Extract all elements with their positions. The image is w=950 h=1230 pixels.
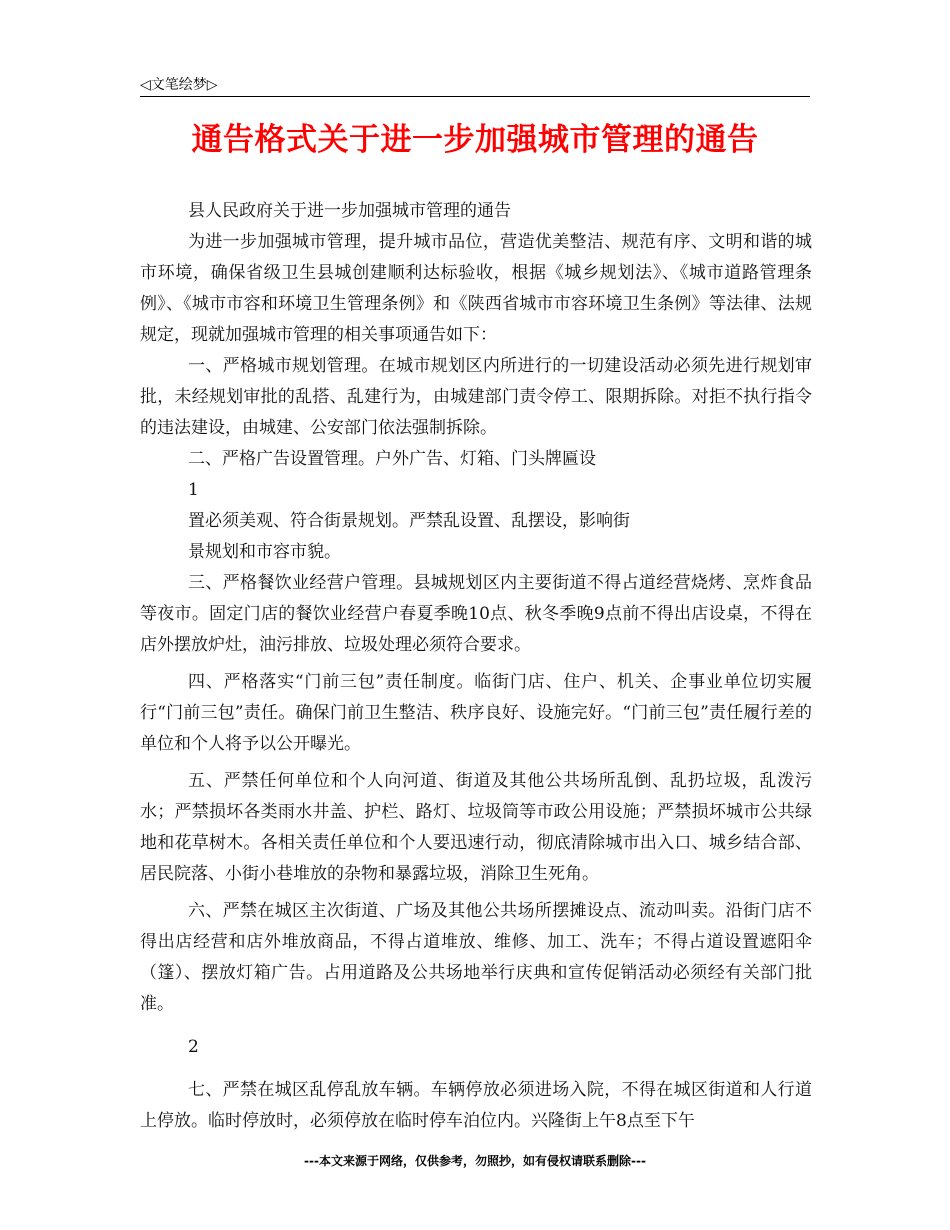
paragraph-item-7: 七、严禁在城区乱停乱放车辆。车辆停放必须进场入院，不得在城区街道和人行道上停放。临时停放时，必须停放在临时停车泊位内。兴隆街上午8点至下午 <box>140 1080 812 1131</box>
paragraph-intro: 为进一步加强城市管理，提升城市品位，营造优美整洁、规范有序、文明和谐的城市环境，确保省级卫生县城创建顺利达标验收，根据《城乡规划法》、《城市道路管理条例》、《城市市容和环境卫生管理条例》和《陕西省城市市容环境卫生条例》等法律、法规规定，现就加强城市管理的相关事项通告如下： <box>140 232 812 345</box>
brand-text: 文笔绘梦 <box>150 77 207 93</box>
document-body <box>140 196 812 1137</box>
left-triangle-icon: ◁ <box>140 77 151 93</box>
paragraph-subtitle: 县人民政府关于进一步加强城市管理的通告 <box>188 201 511 221</box>
paragraph-item-6: 六、严禁在城区主次街道、广场及其他公共场所摆摊设点、流动叫卖。沿街门店不得出店经营和店外堆放商品，不得占道堆放、维修、加工、洗车；不得占道设置遮阳伞（篷）、摆放灯箱广告。占用道路及公共场地举行庆典和宣传促销活动必须经有关部门批准。 <box>140 901 812 1014</box>
paragraph-item-5: 五、严禁任何单位和个人向河道、街道及其他公共场所乱倒、乱扔垃圾，乱泼污水；严禁损坏各类雨水井盖、护栏、路灯、垃圾筒等市政公用设施；严禁损坏城市公共绿地和花草树木。各相关责任单位和个人要迅速行动，彻底清除城市出入口、城乡结合部、居民院落、小街小巷堆放的杂物和暴露垃圾，消除卫生死角。 <box>140 771 812 884</box>
page-number-2: 2 <box>188 1037 199 1057</box>
footer-disclaimer: ---本文来源于网络，仅供参考，勿照抄，如有侵权请联系删除--- <box>304 1154 646 1168</box>
page-number-1: 1 <box>188 480 199 500</box>
paragraph-item-1: 一、严格城市规划管理。在城市规划区内所进行的一切建设活动必须先进行规划审批，未经规划审批的乱搭、乱建行为，由城建部门责令停工、限期拆除。对拒不执行指令的违法建设，由城建、公安部门依法强制拆除。 <box>140 356 812 438</box>
paragraph-item-2-end: 景规划和市容市貌。 <box>188 542 341 562</box>
page-header <box>140 72 810 97</box>
paragraph-item-4: 四、严格落实“门前三包”责任制度。临街门店、住户、机关、企事业单位切实履行“门前三包”责任。确保门前卫生整洁、秩序良好、设施完好。“门前三包”责任履行差的单位和个人将予以公开曝光。 <box>140 672 812 754</box>
document-title: 通告格式关于进一步加强城市管理的通告 <box>191 122 759 158</box>
paragraph-item-2-start: 二、严格广告设置管理。户外广告、灯箱、门头牌匾设 <box>188 449 596 469</box>
paragraph-item-2-cont: 置必须美观、符合街景规划。严禁乱设置、乱摆设，影响街 <box>188 511 630 531</box>
right-triangle-icon: ▷ <box>206 77 218 93</box>
brand-label <box>140 74 218 94</box>
paragraph-item-3: 三、严格餐饮业经营户管理。县城规划区内主要街道不得占道经营烧烤、烹炸食品等夜市。固定门店的餐饮业经营户春夏季晚10点、秋冬季晚9点前不得出店设桌，不得在店外摆放炉灶，油污排放、垃圾处理必须符合要求。 <box>140 573 812 655</box>
